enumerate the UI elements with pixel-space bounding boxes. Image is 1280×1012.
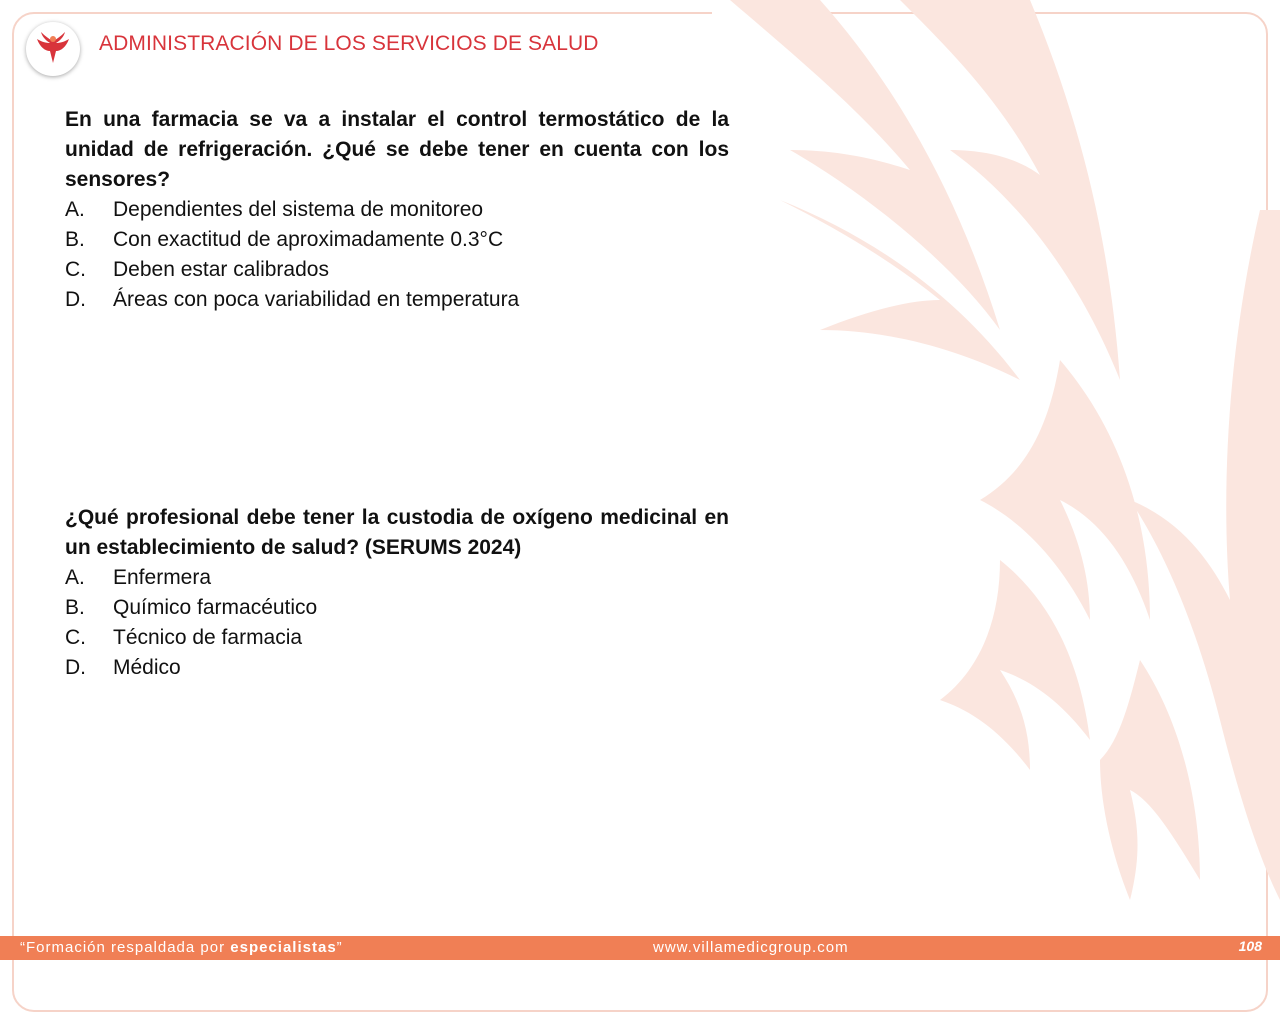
question-1-options — [65, 195, 729, 315]
option-letter: C. — [65, 258, 86, 281]
option-letter: C. — [65, 626, 86, 649]
option-item — [65, 255, 729, 285]
option-item — [65, 563, 729, 593]
option-letter: B. — [65, 228, 85, 251]
page-title: ADMINISTRACIÓN DE LOS SERVICIOS DE SALUD — [99, 32, 599, 55]
option-item — [65, 623, 729, 653]
phoenix-watermark — [700, 0, 1280, 935]
phoenix-logo-icon — [33, 29, 73, 69]
option-text: Enfermera — [113, 566, 212, 589]
tagline-bold: especialistas — [230, 939, 337, 956]
option-item — [65, 653, 729, 683]
option-item — [65, 593, 729, 623]
option-text: Químico farmacéutico — [113, 596, 318, 619]
option-letter: A. — [65, 566, 85, 589]
tagline-prefix: “Formación respaldada por — [20, 939, 231, 956]
option-text: Deben estar calibrados — [113, 258, 329, 281]
option-item — [65, 195, 729, 225]
option-item — [65, 285, 729, 315]
question-2-text: ¿Qué profesional debe tener la custodia de oxígeno medicinal en un establecimiento de salud? (SERUMS 2024) — [65, 506, 729, 559]
company-logo — [26, 22, 80, 76]
footer-website-link[interactable]: www.villamedicgroup.com — [653, 939, 849, 956]
option-letter: D. — [65, 288, 86, 311]
option-text: Dependientes del sistema de monitoreo — [113, 198, 484, 221]
option-text: Técnico de farmacia — [113, 626, 303, 649]
question-2-options — [65, 563, 729, 683]
option-letter: D. — [65, 656, 86, 679]
question-1-text: En una farmacia se va a instalar el control termostático de la unidad de refrigeración. ¿Qué se debe tener en cuenta con los sensores? — [65, 108, 729, 191]
option-letter: A. — [65, 198, 85, 221]
tagline-suffix: ” — [336, 939, 343, 956]
option-text: Médico — [113, 656, 181, 679]
option-item — [65, 225, 729, 255]
option-text: Con exactitud de aproximadamente 0.3°C — [113, 228, 504, 251]
option-text: Áreas con poca variabilidad en temperatura — [113, 288, 520, 311]
footer-tagline — [20, 939, 343, 956]
footer-bar — [0, 936, 1280, 960]
option-letter: B. — [65, 596, 85, 619]
page-number: 108 — [1238, 938, 1262, 954]
